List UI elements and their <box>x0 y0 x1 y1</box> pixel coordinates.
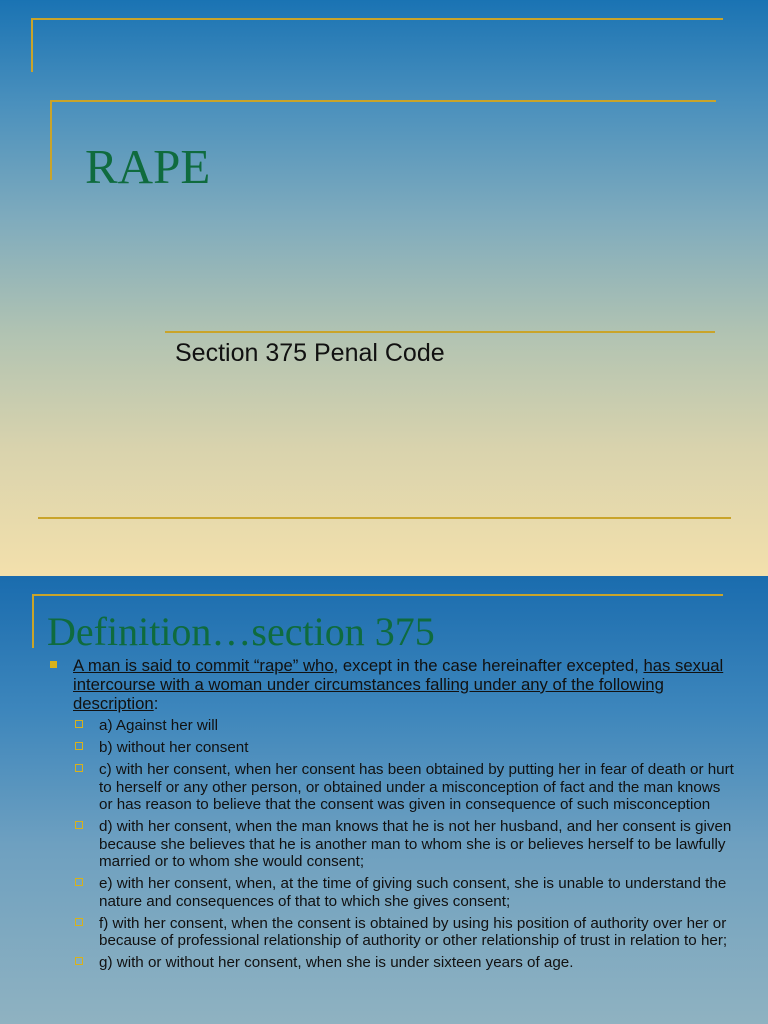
hollow-square-bullet-icon <box>75 878 83 886</box>
intro-text-1: , except in the case hereinafter excepted, <box>333 656 644 675</box>
decor-vline-top <box>32 594 34 648</box>
hollow-square-bullet-icon <box>75 764 83 772</box>
intro-underlined-2: has sexual intercourse with a woman under circumstances falling under any of the following description <box>73 656 724 713</box>
intro-text-2: : <box>153 694 159 713</box>
slide-subtitle: Section 375 Penal Code <box>175 339 445 367</box>
list-item <box>48 739 738 757</box>
list-item-text: c) with her consent, when her consent has been obtained by putting her in fear of death or hurt to herself or any other person, or obtained under a misconception of fact and the man knows or has reason to believe that the consent was given in consequence of such misconception <box>99 761 734 813</box>
list-item <box>48 818 738 871</box>
decor-line-top <box>32 594 723 596</box>
definition-intro <box>48 656 738 713</box>
decor-vline-top-2 <box>50 100 52 180</box>
hollow-square-bullet-icon <box>75 821 83 829</box>
intro-underlined-1: A man is said to commit “rape” who <box>73 656 334 675</box>
list-item <box>48 717 738 735</box>
decor-line-top-2 <box>50 100 716 102</box>
list-item-text: b) without her consent <box>99 739 249 756</box>
definition-body <box>48 656 738 976</box>
slide-title: RAPE <box>85 139 211 194</box>
definition-title: Definition…section 375 <box>47 609 435 654</box>
square-bullet-icon <box>50 661 57 668</box>
decor-line-subtitle <box>165 331 715 333</box>
list-item-text: g) with or without her consent, when she is under sixteen years of age. <box>99 954 574 971</box>
list-item <box>48 954 738 972</box>
list-item-text: e) with her consent, when, at the time of giving such consent, she is unable to understand the nature and consequences of that to which she gives consent; <box>99 875 727 910</box>
hollow-square-bullet-icon <box>75 918 83 926</box>
list-item-text: a) Against her will <box>99 717 219 734</box>
list-item <box>48 761 738 814</box>
hollow-square-bullet-icon <box>75 742 83 750</box>
description-list <box>48 717 738 972</box>
hollow-square-bullet-icon <box>75 720 83 728</box>
decor-line-top-1 <box>31 18 723 20</box>
decor-line-bottom <box>38 517 731 519</box>
decor-vline-top-1 <box>31 18 33 72</box>
list-item-text: f) with her consent, when the consent is obtained by using his position of authority over her or because of professional relationship of authority or other relationship of trust in relation to her; <box>99 914 728 949</box>
list-item <box>48 915 738 950</box>
hollow-square-bullet-icon <box>75 957 83 965</box>
list-item <box>48 875 738 910</box>
list-item-text: d) with her consent, when the man knows that he is not her husband, and her consent is given because she believes that he is another man to whom she is or believes herself to be lawfully married or to whom she would consent; <box>99 818 732 870</box>
